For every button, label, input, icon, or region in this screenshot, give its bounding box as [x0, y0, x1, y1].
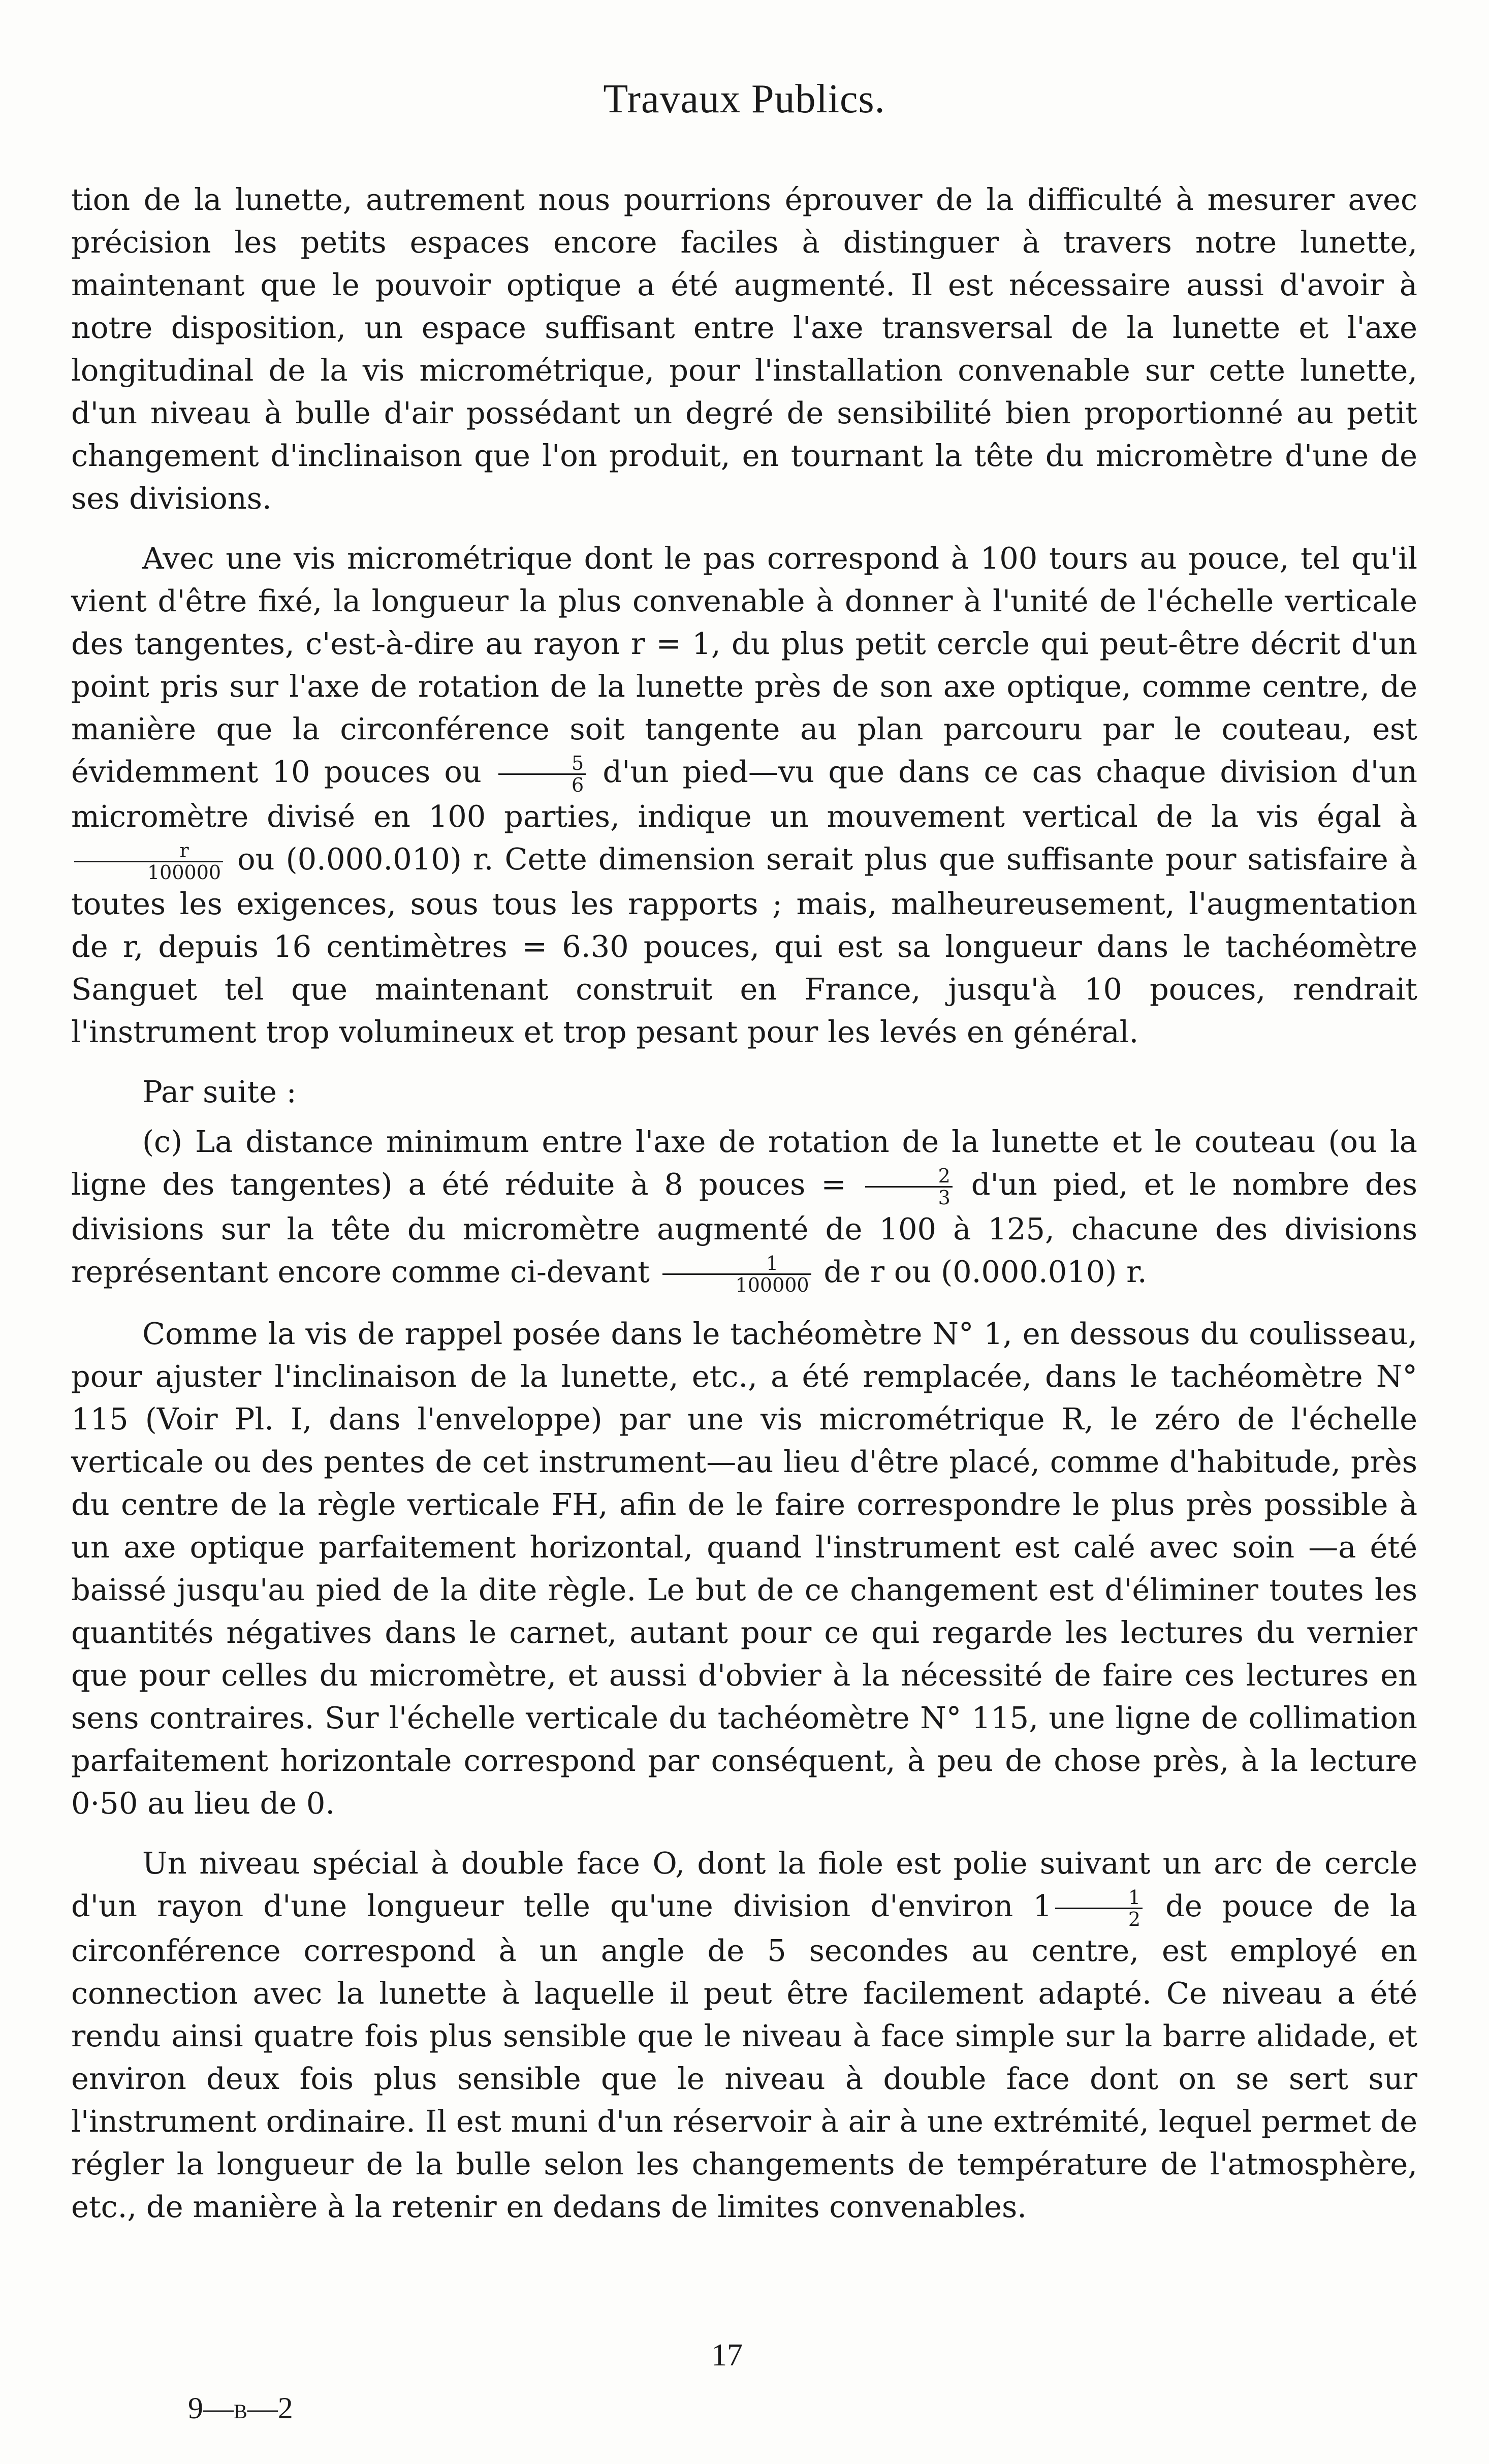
paragraph-1: tion de la lunette, autrement nous pourrions éprouver de la difficulté à mesurer avec précision les petits espaces encore faciles à distinguer à travers notre lunette, maintenant que le pouvoir optique a été augmenté. Il est nécessaire aussi d'avoir à notre disposition, un espace suffisant entre l'axe transversal de la lunette et l'axe longitudinal de la vis micrométrique, pour l'installation convenable sur cette lunette, d'un niveau à bulle d'air possédant un degré de sensibilité bien proportionné au petit changement d'inclinaison que l'on produit, en tournant la tête du micromètre d'une de ses divisions.	[71, 182, 1417, 516]
paragraph-2-part-a: Avec une vis micrométrique dont le pas correspond à 100 tours au pouce, tel qu'il vient d'être fixé, la longueur la plus convenable à donner à l'unité de l'échelle verticale des tangentes, c'est-à-dire au rayon r = 1, du plus petit cercle qui peut-être décrit d'un point pris sur l'axe de rotation de la lunette près de son axe optique, comme centre, de manière que la circonférence soit tangente au plan parcouru par le couteau, est évidemment 10 pouces ou	[71, 541, 1417, 789]
paragraph-6-part-b: de pouce de la circonférence correspond à un angle de 5 secondes au centre, est employé en connection avec la lunette à laquelle il peut être facilement adapté. Ce niveau a été rendu ainsi quatre fois plus sensible que le niveau à face simple sur la barre alidade, et environ deux fois plus sensible que le niveau à double face dont on se sert sur l'instrument ordinaire. Il est muni d'un réservoir à air à une extrémité, lequel permet de régler la longueur de la bulle selon les changements de température de l'atmosphère, etc., de manière à la retenir en dedans de limites convenables.	[71, 1888, 1417, 2224]
paragraph-4-part-c: de r ou (0.000.010) r.	[823, 1254, 1147, 1289]
paragraph-3: Par suite :	[142, 1074, 297, 1109]
document-page	[71, 76, 1417, 2245]
paragraph-2	[71, 537, 1417, 1053]
paragraph-4	[71, 1120, 1417, 1295]
paragraph-2-part-c: ou (0.000.010) r. Cette dimension serait plus que suffisante pour satisfaire à toutes les exigences, sous tous les rapports ; mais, malheureusement, l'augmentation de r, depuis 16 centimètres = 6.30 pouces, qui est sa longueur dans le tachéomètre Sanguet tel que maintenant construit en France, jusqu'à 10 pouces, rendrait l'instrument trop volumineux et trop pesant pour les levés en général.	[71, 841, 1418, 1049]
paragraph-4-part-a: (c) La distance minimum entre l'axe de rotation de la lunette et le couteau (ou la ligne des tangentes) a été réduite à 8 pouces =	[71, 1124, 1417, 1202]
paragraph-2-part-b: d'un pied—vu que dans ce cas chaque division d'un micromètre divisé en 100 parties, indique un mouvement vertical de la vis égal à	[71, 754, 1417, 834]
paragraph-5: Comme la vis de rappel posée dans le tachéomètre N° 1, en dessous du coulisseau, pour ajuster l'inclinaison de la lunette, etc., a été remplacée, dans le tachéomètre N° 115 (Voir Pl. I, dans l'enveloppe) par une vis micrométrique R, le zéro de l'échelle verticale ou des pentes de cet instrument—au lieu d'être placé, comme d'habitude, près du centre de la règle verticale FH, afin de le faire correspondre le plus près possible à un axe optique parfaitement horizontal, quand l'instrument est calé avec soin —a été baissé jusqu'au pied de la dite règle. Le but de ce changement est d'éliminer toutes les quantités négatives dans le carnet, autant pour ce qui regarde les lectures du vernier que pour celles du micromètre, et aussi d'obvier à la nécessité de faire ces lectures en sens contraires. Sur l'échelle verticale du tachéomètre N° 115, une ligne de collimation parfaitement horizontale correspond par conséquent, à peu de chose près, à la lecture 0·50 au lieu de 0.	[71, 1316, 1417, 1821]
fraction-five-sixths: $\frac{5}{6}$	[498, 753, 586, 795]
fraction-two-thirds: $\frac{2}{3}$	[865, 1166, 953, 1208]
mixed-number-whole: 1	[1033, 1888, 1052, 1923]
paragraph-4-part-b: d'un pied, et le nombre des divisions sur la tête du micromètre augmenté de 100 à 125, chacune des divisions représentant encore comme ci-devant	[71, 1166, 1417, 1289]
page-number: 17	[711, 2338, 743, 2373]
running-head: Travaux Publics.	[603, 77, 885, 121]
printer-signature: 9—B—2	[188, 2391, 293, 2425]
paragraph-6-part-a: Un niveau spécial à double face O, dont la fiole est polie suivant un arc de cercle d'un rayon d'une longueur telle qu'une division d'environ	[71, 1845, 1417, 1923]
fraction-1-over-100000: $\frac{1}{100000}$	[662, 1253, 811, 1295]
fraction-r-over-100000: $\frac{r}{100000}$	[74, 840, 223, 883]
paragraph-6	[71, 1842, 1417, 2228]
fraction-one-half: $\frac{1}{2}$	[1055, 1887, 1143, 1929]
